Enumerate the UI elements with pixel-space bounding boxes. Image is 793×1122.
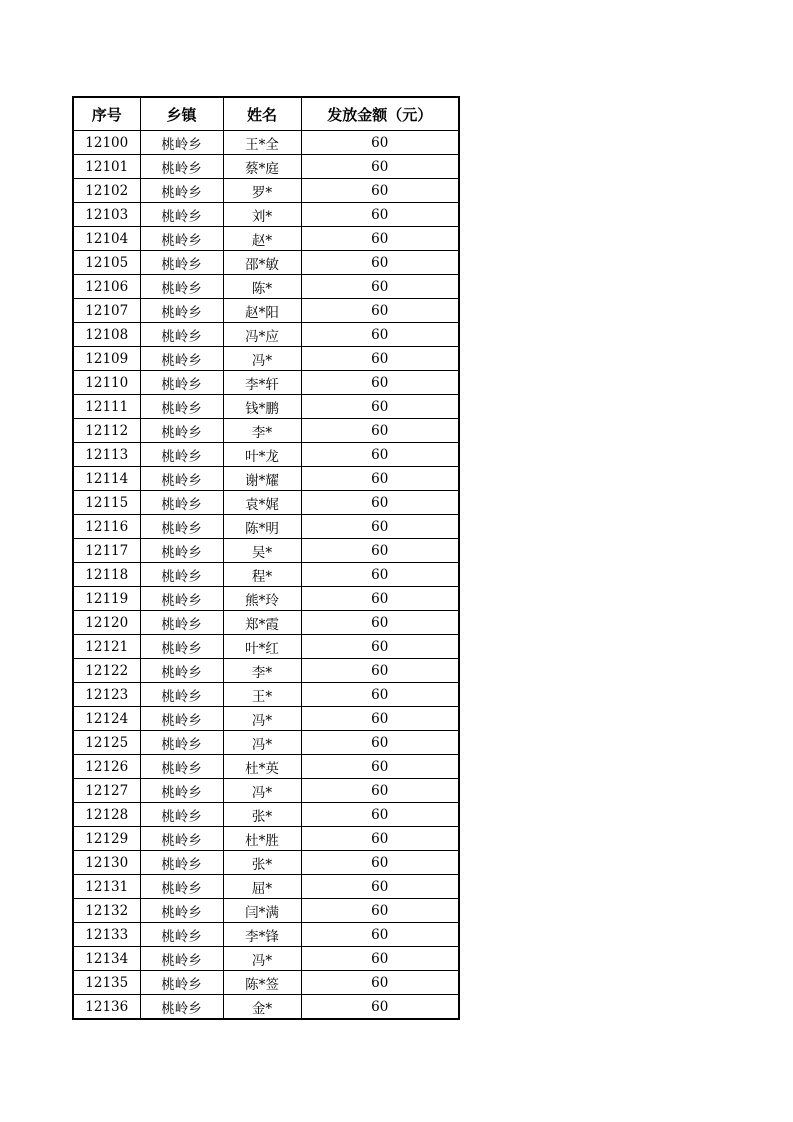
table-row — [73, 827, 459, 851]
header-row — [73, 97, 459, 131]
table-row — [73, 563, 459, 587]
amount-cell: 60 — [301, 491, 459, 515]
serial-number-cell: 12102 — [73, 179, 140, 203]
township-cell: 桃岭乡 — [140, 683, 223, 707]
name-cell: 赵* — [223, 227, 301, 251]
header-township: 乡镇 — [140, 97, 223, 131]
township-cell: 桃岭乡 — [140, 467, 223, 491]
name-cell: 熊*玲 — [223, 587, 301, 611]
amount-cell: 60 — [301, 731, 459, 755]
serial-number-cell: 12111 — [73, 395, 140, 419]
amount-cell: 60 — [301, 347, 459, 371]
township-cell: 桃岭乡 — [140, 731, 223, 755]
amount-cell: 60 — [301, 467, 459, 491]
name-cell: 郑*霞 — [223, 611, 301, 635]
table-row — [73, 155, 459, 179]
township-cell: 桃岭乡 — [140, 851, 223, 875]
amount-cell: 60 — [301, 299, 459, 323]
name-cell: 冯* — [223, 707, 301, 731]
township-cell: 桃岭乡 — [140, 179, 223, 203]
name-cell: 李* — [223, 419, 301, 443]
name-cell: 陈* — [223, 275, 301, 299]
table-row — [73, 131, 459, 155]
township-cell: 桃岭乡 — [140, 515, 223, 539]
table-row — [73, 995, 459, 1020]
serial-number-cell: 12125 — [73, 731, 140, 755]
township-cell: 桃岭乡 — [140, 827, 223, 851]
name-cell: 谢*耀 — [223, 467, 301, 491]
township-cell: 桃岭乡 — [140, 899, 223, 923]
amount-cell: 60 — [301, 515, 459, 539]
amount-cell: 60 — [301, 443, 459, 467]
table-body — [73, 131, 459, 1020]
serial-number-cell: 12131 — [73, 875, 140, 899]
name-cell: 李* — [223, 659, 301, 683]
amount-cell: 60 — [301, 899, 459, 923]
amount-cell: 60 — [301, 659, 459, 683]
amount-cell: 60 — [301, 707, 459, 731]
serial-number-cell: 12130 — [73, 851, 140, 875]
township-cell: 桃岭乡 — [140, 155, 223, 179]
table-row — [73, 539, 459, 563]
township-cell: 桃岭乡 — [140, 131, 223, 155]
township-cell: 桃岭乡 — [140, 611, 223, 635]
township-cell: 桃岭乡 — [140, 443, 223, 467]
township-cell: 桃岭乡 — [140, 347, 223, 371]
township-cell: 桃岭乡 — [140, 971, 223, 995]
township-cell: 桃岭乡 — [140, 635, 223, 659]
serial-number-cell: 12114 — [73, 467, 140, 491]
header-amount: 发放金额（元） — [301, 97, 459, 131]
amount-cell: 60 — [301, 131, 459, 155]
township-cell: 桃岭乡 — [140, 323, 223, 347]
table-row — [73, 923, 459, 947]
name-cell: 闫*满 — [223, 899, 301, 923]
table-row — [73, 299, 459, 323]
table-row — [73, 803, 459, 827]
amount-cell: 60 — [301, 179, 459, 203]
amount-cell: 60 — [301, 323, 459, 347]
table-row — [73, 251, 459, 275]
township-cell: 桃岭乡 — [140, 707, 223, 731]
township-cell: 桃岭乡 — [140, 299, 223, 323]
table-row — [73, 419, 459, 443]
serial-number-cell: 12103 — [73, 203, 140, 227]
township-cell: 桃岭乡 — [140, 491, 223, 515]
subsidy-roster-table — [72, 96, 460, 1020]
serial-number-cell: 12118 — [73, 563, 140, 587]
township-cell: 桃岭乡 — [140, 803, 223, 827]
township-cell: 桃岭乡 — [140, 371, 223, 395]
amount-cell: 60 — [301, 203, 459, 227]
amount-cell: 60 — [301, 371, 459, 395]
serial-number-cell: 12124 — [73, 707, 140, 731]
amount-cell: 60 — [301, 923, 459, 947]
table-row — [73, 587, 459, 611]
amount-cell: 60 — [301, 851, 459, 875]
amount-cell: 60 — [301, 155, 459, 179]
serial-number-cell: 12101 — [73, 155, 140, 179]
serial-number-cell: 12133 — [73, 923, 140, 947]
name-cell: 杜*英 — [223, 755, 301, 779]
table-row — [73, 611, 459, 635]
table-row — [73, 515, 459, 539]
name-cell: 李*锋 — [223, 923, 301, 947]
table-row — [73, 275, 459, 299]
table-row — [73, 347, 459, 371]
serial-number-cell: 12120 — [73, 611, 140, 635]
name-cell: 张* — [223, 803, 301, 827]
serial-number-cell: 12128 — [73, 803, 140, 827]
table-row — [73, 395, 459, 419]
township-cell: 桃岭乡 — [140, 995, 223, 1020]
serial-number-cell: 12106 — [73, 275, 140, 299]
amount-cell: 60 — [301, 395, 459, 419]
serial-number-cell: 12126 — [73, 755, 140, 779]
township-cell: 桃岭乡 — [140, 875, 223, 899]
table-row — [73, 371, 459, 395]
amount-cell: 60 — [301, 683, 459, 707]
amount-cell: 60 — [301, 251, 459, 275]
name-cell: 冯* — [223, 347, 301, 371]
table-row — [73, 731, 459, 755]
table-header — [73, 97, 459, 131]
table-row — [73, 659, 459, 683]
name-cell: 陈*明 — [223, 515, 301, 539]
serial-number-cell: 12117 — [73, 539, 140, 563]
township-cell: 桃岭乡 — [140, 419, 223, 443]
table-row — [73, 899, 459, 923]
name-cell: 刘* — [223, 203, 301, 227]
serial-number-cell: 12135 — [73, 971, 140, 995]
serial-number-cell: 12100 — [73, 131, 140, 155]
amount-cell: 60 — [301, 803, 459, 827]
township-cell: 桃岭乡 — [140, 539, 223, 563]
amount-cell: 60 — [301, 611, 459, 635]
serial-number-cell: 12129 — [73, 827, 140, 851]
amount-cell: 60 — [301, 971, 459, 995]
name-cell: 蔡*庭 — [223, 155, 301, 179]
amount-cell: 60 — [301, 635, 459, 659]
serial-number-cell: 12136 — [73, 995, 140, 1020]
amount-cell: 60 — [301, 755, 459, 779]
serial-number-cell: 12110 — [73, 371, 140, 395]
table-row — [73, 971, 459, 995]
table-row — [73, 851, 459, 875]
serial-number-cell: 12119 — [73, 587, 140, 611]
name-cell: 张* — [223, 851, 301, 875]
amount-cell: 60 — [301, 563, 459, 587]
township-cell: 桃岭乡 — [140, 203, 223, 227]
township-cell: 桃岭乡 — [140, 659, 223, 683]
table-row — [73, 683, 459, 707]
table-row — [73, 875, 459, 899]
township-cell: 桃岭乡 — [140, 587, 223, 611]
serial-number-cell: 12122 — [73, 659, 140, 683]
serial-number-cell: 12107 — [73, 299, 140, 323]
amount-cell: 60 — [301, 995, 459, 1020]
amount-cell: 60 — [301, 587, 459, 611]
serial-number-cell: 12104 — [73, 227, 140, 251]
table-row — [73, 443, 459, 467]
serial-number-cell: 12134 — [73, 947, 140, 971]
name-cell: 王* — [223, 683, 301, 707]
table-row — [73, 203, 459, 227]
table-row — [73, 179, 459, 203]
serial-number-cell: 12127 — [73, 779, 140, 803]
serial-number-cell: 12112 — [73, 419, 140, 443]
header-name: 姓名 — [223, 97, 301, 131]
header-serial-number: 序号 — [73, 97, 140, 131]
township-cell: 桃岭乡 — [140, 755, 223, 779]
serial-number-cell: 12115 — [73, 491, 140, 515]
township-cell: 桃岭乡 — [140, 923, 223, 947]
serial-number-cell: 12116 — [73, 515, 140, 539]
name-cell: 冯* — [223, 731, 301, 755]
amount-cell: 60 — [301, 275, 459, 299]
name-cell: 邵*敏 — [223, 251, 301, 275]
name-cell: 金* — [223, 995, 301, 1020]
name-cell: 钱*鹏 — [223, 395, 301, 419]
name-cell: 叶*龙 — [223, 443, 301, 467]
table-row — [73, 779, 459, 803]
name-cell: 冯*应 — [223, 323, 301, 347]
serial-number-cell: 12109 — [73, 347, 140, 371]
name-cell: 赵*阳 — [223, 299, 301, 323]
serial-number-cell: 12132 — [73, 899, 140, 923]
amount-cell: 60 — [301, 227, 459, 251]
name-cell: 冯* — [223, 779, 301, 803]
name-cell: 叶*红 — [223, 635, 301, 659]
table-row — [73, 947, 459, 971]
serial-number-cell: 12123 — [73, 683, 140, 707]
amount-cell: 60 — [301, 779, 459, 803]
name-cell: 袁*娓 — [223, 491, 301, 515]
serial-number-cell: 12108 — [73, 323, 140, 347]
township-cell: 桃岭乡 — [140, 275, 223, 299]
township-cell: 桃岭乡 — [140, 251, 223, 275]
amount-cell: 60 — [301, 827, 459, 851]
township-cell: 桃岭乡 — [140, 227, 223, 251]
table-row — [73, 755, 459, 779]
township-cell: 桃岭乡 — [140, 779, 223, 803]
table-row — [73, 467, 459, 491]
name-cell: 王*全 — [223, 131, 301, 155]
serial-number-cell: 12105 — [73, 251, 140, 275]
table-row — [73, 635, 459, 659]
name-cell: 程* — [223, 563, 301, 587]
name-cell: 罗* — [223, 179, 301, 203]
table-row — [73, 227, 459, 251]
township-cell: 桃岭乡 — [140, 947, 223, 971]
amount-cell: 60 — [301, 419, 459, 443]
name-cell: 冯* — [223, 947, 301, 971]
name-cell: 杜*胜 — [223, 827, 301, 851]
table-row — [73, 323, 459, 347]
name-cell: 屈* — [223, 875, 301, 899]
serial-number-cell: 12121 — [73, 635, 140, 659]
table-row — [73, 707, 459, 731]
amount-cell: 60 — [301, 539, 459, 563]
name-cell: 陈*签 — [223, 971, 301, 995]
amount-cell: 60 — [301, 875, 459, 899]
name-cell: 李*轩 — [223, 371, 301, 395]
township-cell: 桃岭乡 — [140, 395, 223, 419]
township-cell: 桃岭乡 — [140, 563, 223, 587]
table-row — [73, 491, 459, 515]
serial-number-cell: 12113 — [73, 443, 140, 467]
amount-cell: 60 — [301, 947, 459, 971]
name-cell: 吴* — [223, 539, 301, 563]
